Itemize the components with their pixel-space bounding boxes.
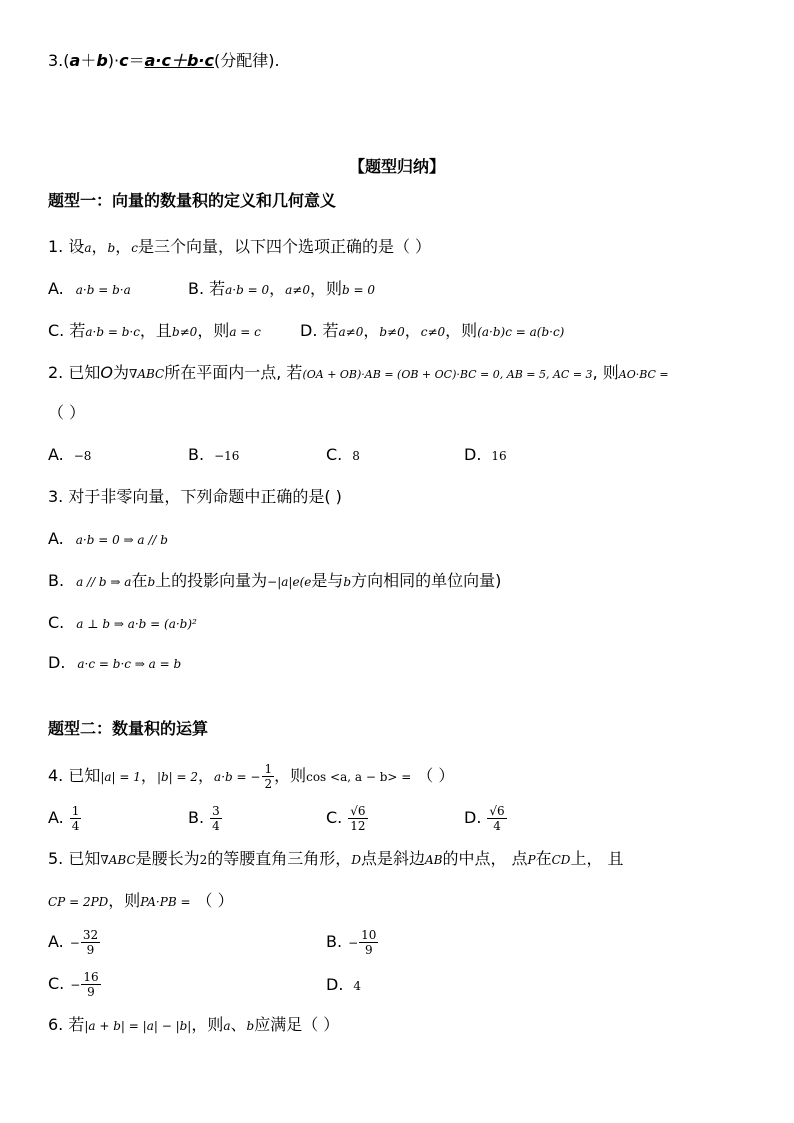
q1-option-a (48, 278, 131, 301)
q5-stem-a: 5. 已知 (48, 849, 101, 868)
q5-c-minus: − (70, 977, 81, 992)
q5-cd: CD (551, 853, 571, 867)
q4-sep3: ，则 (274, 766, 307, 785)
q1-b-label: B. 若 (188, 279, 226, 298)
q4-d-label: D. (464, 808, 482, 827)
q4-d-fraction (487, 804, 506, 833)
q6-vec-a: a (223, 1019, 231, 1033)
q5-line2-text: ，则 (108, 891, 141, 910)
q1-d-sep2: ， (404, 321, 421, 340)
q5-triangle: ∇ABC (100, 853, 136, 867)
q4-c-fraction (348, 804, 367, 833)
q1-sep2: ， (115, 237, 132, 256)
q1-d-math2: b≠0 (379, 325, 405, 339)
q4-b-label: B. (188, 808, 205, 827)
q2-option-c (326, 444, 360, 467)
q3-c-math: a ⊥ b ⇒ a·b = (a·b)² (76, 617, 197, 631)
q6-sep: 、 (230, 1015, 247, 1034)
q3-b-vec: b (147, 575, 156, 589)
q6-stem (48, 1014, 339, 1037)
q2-point-o: O (100, 363, 113, 382)
q4-a-fraction (70, 804, 82, 833)
q5-b-den: 9 (364, 943, 373, 957)
q2-d-value: 16 (491, 449, 507, 463)
q2-condition: (OA + OB)·AB = (OB + OC)·BC = 0, AB = 5, AC = 3 (302, 368, 593, 381)
q1-stem (48, 236, 431, 259)
q5-stem (48, 848, 624, 871)
q4-stem-a: 4. 已知 (48, 766, 101, 785)
q4-b-num: 3 (212, 804, 220, 818)
q3-b-text2: 上的投影向量为 (155, 571, 268, 590)
q1-b-math2: a≠0 (285, 283, 310, 297)
q4-sep2: ， (198, 766, 215, 785)
q5-option-a (48, 928, 100, 957)
law-b: b (96, 51, 108, 70)
q5-stem-f: 在 (535, 849, 552, 868)
q1-option-c (48, 320, 261, 343)
q2-stem-b: 为 (112, 363, 129, 382)
q1-d-math4: (a·b)c = a(b·c) (477, 325, 565, 339)
q5-stem-g: 上， 且 (570, 849, 624, 868)
q1-b-math1: a·b = 0 (225, 283, 270, 297)
q5-option-c (48, 970, 101, 999)
q4-c-num: √6 (350, 804, 366, 818)
q3-stem: 3. 对于非零向量，下列命题中正确的是( ) (48, 487, 342, 506)
q3-a-math: a·b = 0 ⇒ a // b (75, 533, 168, 547)
q3-option-a (48, 528, 168, 551)
q6-stem-c: 应满足（ ） (254, 1015, 340, 1034)
q2-paren: （ ） (48, 403, 86, 422)
q3-b-text4: 方向相同的单位向量) (351, 571, 502, 590)
q3-a-label: A. (48, 529, 64, 548)
q1-c-math2: b≠0 (171, 325, 198, 339)
type1-heading: 题型一：向量的数量积的定义和几何意义 (48, 191, 337, 210)
q4-a-label: A. (48, 808, 64, 827)
q2-option-a (48, 444, 91, 467)
q1-c-label: C. 若 (48, 321, 86, 340)
q5-math1: CP = 2PD (48, 895, 109, 909)
law-plus: ＋ (80, 51, 97, 70)
q5-a-num: 32 (82, 928, 99, 942)
q1-b-math3: b = 0 (342, 283, 375, 297)
q3-option-d (48, 652, 181, 675)
q3-b-label: B. (48, 571, 65, 590)
q5-c-fraction (81, 970, 100, 999)
q5-d-label: D. (326, 975, 344, 994)
q1-d-sep1: ， (363, 321, 380, 340)
q5-c-label: C. (48, 974, 65, 993)
q6-vec-b: b (246, 1019, 255, 1033)
q1-c-sep1: ，且 (139, 321, 172, 340)
q5-a-minus: − (69, 935, 80, 950)
q1-stem-b: 是三个向量，以下四个选项正确的是（ ） (137, 237, 432, 256)
q5-option-b (326, 928, 378, 957)
q1-a-label: A. (48, 279, 64, 298)
q2-c-label: C. (326, 445, 343, 464)
q2-a-label: A. (48, 445, 64, 464)
q2-c-value: 8 (352, 449, 360, 463)
q2-a-value: −8 (73, 449, 92, 463)
q5-stem-c: 的等腰直角三角形， (207, 849, 352, 868)
q1-vec-a: a (84, 241, 92, 255)
q4-d-num: √6 (489, 804, 505, 818)
q2-stem-a: 2. 已知 (48, 363, 101, 382)
q4-b-fraction (210, 804, 222, 833)
q4-b-den: 4 (212, 819, 220, 833)
q4-c-label: C. (326, 808, 343, 827)
q4-half-fraction (262, 762, 274, 791)
q5-two: 2 (199, 853, 208, 867)
q1-vec-b: b (107, 241, 116, 255)
q5-option-d (326, 974, 361, 997)
q2-d-label: D. (464, 445, 482, 464)
q4-paren: （ ） (417, 766, 455, 785)
q3-d-label: D. (48, 653, 66, 672)
q1-sep1: ， (91, 237, 108, 256)
q4-half-den: 2 (264, 777, 273, 791)
q3-b-text3: 是与 (311, 571, 344, 590)
q5-a-fraction (81, 928, 100, 957)
law-mid: )· (107, 51, 120, 70)
q5-stem-d: 点是斜边 (360, 849, 425, 868)
q4-c-den: 12 (350, 819, 366, 833)
q1-option-b (188, 278, 375, 301)
q4-math1: |a| = 1 (100, 770, 141, 784)
q5-math2: PA·PB = (140, 895, 191, 909)
q1-stem-a: 1. 设 (48, 237, 85, 256)
q2-b-value: −16 (214, 449, 240, 463)
q5-c-den: 9 (87, 985, 95, 999)
q4-a-den: 4 (71, 819, 80, 833)
q2-option-b (188, 444, 239, 467)
q1-c-math1: a·b = b·c (85, 325, 140, 339)
q1-vec-c: c (131, 241, 138, 255)
q1-d-label: D. 若 (300, 321, 339, 340)
q5-paren: （ ） (196, 891, 234, 910)
q4-d-den: 4 (493, 819, 501, 833)
q4-option-c (326, 804, 368, 833)
q3-b-text1: 在 (131, 571, 148, 590)
q1-c-math3: a = c (229, 325, 261, 339)
q3-c-label: C. (48, 613, 65, 632)
q4-option-a (48, 804, 81, 833)
q1-b-sep1: ， (269, 279, 286, 298)
q4-a-num: 1 (71, 804, 80, 818)
q3-b-vec2: b (343, 575, 352, 589)
type2-heading: 题型二：数量积的运算 (48, 719, 209, 738)
q5-a-den: 9 (86, 943, 95, 957)
q5-d-value: 4 (353, 979, 362, 993)
q3-option-c (48, 612, 197, 635)
q6-stem-a: 6. 若 (48, 1015, 85, 1034)
q5-stem-e: 的中点， 点 (442, 849, 528, 868)
q1-b-sep2: ，则 (309, 279, 342, 298)
q5-point-p: P (527, 853, 536, 867)
q4-math4: cos <a, a − b> = (306, 770, 412, 784)
law-eq: ＝ (128, 51, 145, 70)
q5-c-num: 16 (83, 970, 99, 984)
q2-b-label: B. (188, 445, 205, 464)
q4-math2: |b| = 2 (156, 770, 199, 784)
q3-b-math2: −|a|e(e (267, 575, 312, 589)
q3-option-b (48, 570, 501, 593)
q4-half-num: 1 (264, 762, 273, 776)
law-a: a (69, 51, 81, 70)
q5-b-num: 10 (361, 928, 377, 942)
law-prefix: 3.( (48, 51, 70, 70)
q3-d-math: a·c = b·c ⇒ a = b (77, 657, 182, 671)
summary-title: 【题型归纳】 (348, 157, 445, 176)
q4-option-d (464, 804, 507, 833)
law-answer: a·c＋b·c (144, 51, 214, 70)
law-c: c (119, 51, 129, 70)
q5-b-fraction (359, 928, 378, 957)
q3-b-math: a // b ⇒ a (76, 575, 132, 589)
q2-stem-c: 所在平面内一点, 若 (164, 363, 303, 382)
q2-triangle: ∇ABC (128, 367, 165, 381)
q2-option-d (464, 444, 507, 467)
q5-b-minus: − (348, 935, 359, 950)
q4-sep1: ， (140, 766, 157, 785)
q1-c-sep2: ，则 (197, 321, 230, 340)
q5-ab: AB (424, 853, 443, 867)
q6-math: |a + b| = |a| − |b| (84, 1019, 192, 1033)
q5-a-label: A. (48, 932, 64, 951)
q5-stem-line2 (48, 890, 234, 913)
q2-stem (48, 362, 669, 386)
distributive-law-line (48, 50, 280, 72)
q1-a-math: a·b = b·a (75, 283, 131, 297)
q4-stem (48, 762, 454, 791)
q1-d-math1: a≠0 (338, 325, 364, 339)
q2-target: AO·BC = (618, 368, 669, 381)
q4-option-b (188, 804, 222, 833)
q5-point-d: D (351, 853, 361, 867)
q5-stem-b: 是腰长为 (135, 849, 200, 868)
q1-d-sep3: ，则 (445, 321, 478, 340)
q2-stem-d: , 则 (592, 363, 619, 382)
q6-stem-b: ，则 (191, 1015, 224, 1034)
q1-option-d (300, 320, 564, 343)
q5-b-label: B. (326, 932, 343, 951)
q4-math3: a·b = − (214, 770, 261, 784)
q1-d-math3: c≠0 (420, 325, 446, 339)
law-suffix: (分配律). (214, 51, 280, 70)
